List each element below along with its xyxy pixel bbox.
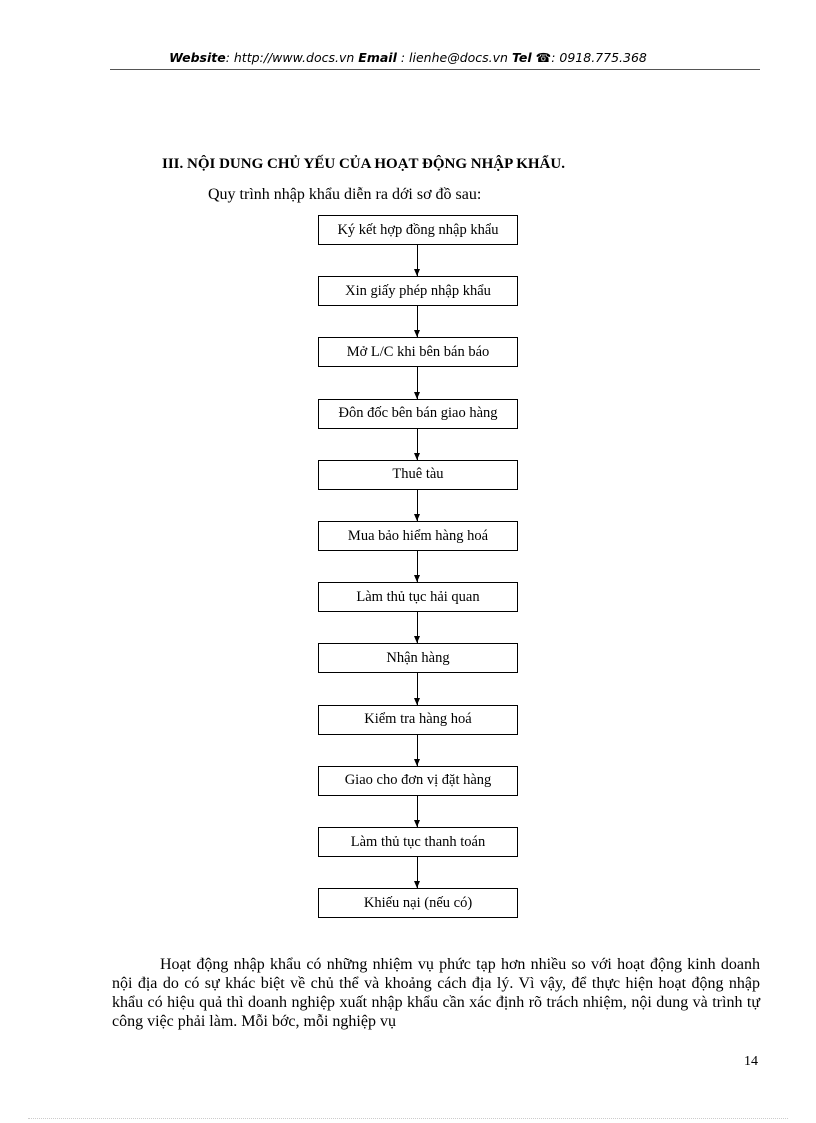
flow-arrow — [417, 245, 418, 276]
flow-step: Đôn đốc bên bán giao hàng — [318, 399, 518, 429]
page-header — [0, 50, 816, 65]
body-paragraph — [112, 955, 760, 1031]
flow-step: Thuê tàu — [318, 460, 518, 490]
flow-step: Giao cho đơn vị đặt hàng — [318, 766, 518, 796]
body-paragraph-text: Hoạt động nhập khẩu có những nhiệm vụ phức tạp hơn nhiều so với hoạt động kinh doanh nội địa do có sự khác biệt về chủ thể và khoảng cách địa lý. Vì vậy, để thực hiện hoạt động nhập khẩu có hiệu quả thì doanh nghiệp xuất nhập khẩu cần xác định rõ trách nhiệm, nội dung và trình tự công việc phải làm. Mỗi bớc, mỗi nghiệp vụ — [112, 956, 760, 1030]
website-value: : http://www.docs.vn — [225, 50, 355, 65]
email-value: : lienhe@docs.vn — [400, 50, 508, 65]
flow-step: Khiếu nại (nếu có) — [318, 888, 518, 918]
flow-arrow — [417, 857, 418, 888]
flow-step: Ký kết hợp đồng nhập khẩu — [318, 215, 518, 245]
tel-label: Tel — [511, 50, 532, 65]
flow-step: Nhận hàng — [318, 643, 518, 673]
flow-arrow — [417, 306, 418, 337]
email-label: Email — [358, 50, 397, 65]
page-number: 14 — [744, 1054, 758, 1069]
flow-arrow — [417, 673, 418, 704]
flow-step: Mở L/C khi bên bán báo — [318, 337, 518, 367]
website-label: Website — [169, 50, 226, 65]
flow-arrow — [417, 367, 418, 398]
flow-step: Kiểm tra hàng hoá — [318, 705, 518, 735]
flow-arrow — [417, 796, 418, 827]
flow-step: Xin giấy phép nhập khẩu — [318, 276, 518, 306]
phone-icon: ☎ — [535, 50, 552, 65]
page-bottom-border — [28, 1118, 788, 1119]
flow-arrow — [417, 612, 418, 643]
flow-step: Mua bảo hiểm hàng hoá — [318, 521, 518, 551]
flow-arrow — [417, 429, 418, 460]
tel-value: : 0918.775.368 — [551, 50, 647, 65]
header-divider — [110, 69, 760, 70]
section-intro: Quy trình nhập khẩu diễn ra dới sơ đồ sau: — [208, 186, 482, 203]
flow-arrow — [417, 490, 418, 521]
section-heading: III. NỘI DUNG CHỦ YẾU CỦA HOẠT ĐỘNG NHẬP KHẨU. — [162, 156, 565, 172]
flow-arrow — [417, 551, 418, 582]
flow-arrow — [417, 735, 418, 766]
flow-step: Làm thủ tục thanh toán — [318, 827, 518, 857]
flow-step: Làm thủ tục hải quan — [318, 582, 518, 612]
